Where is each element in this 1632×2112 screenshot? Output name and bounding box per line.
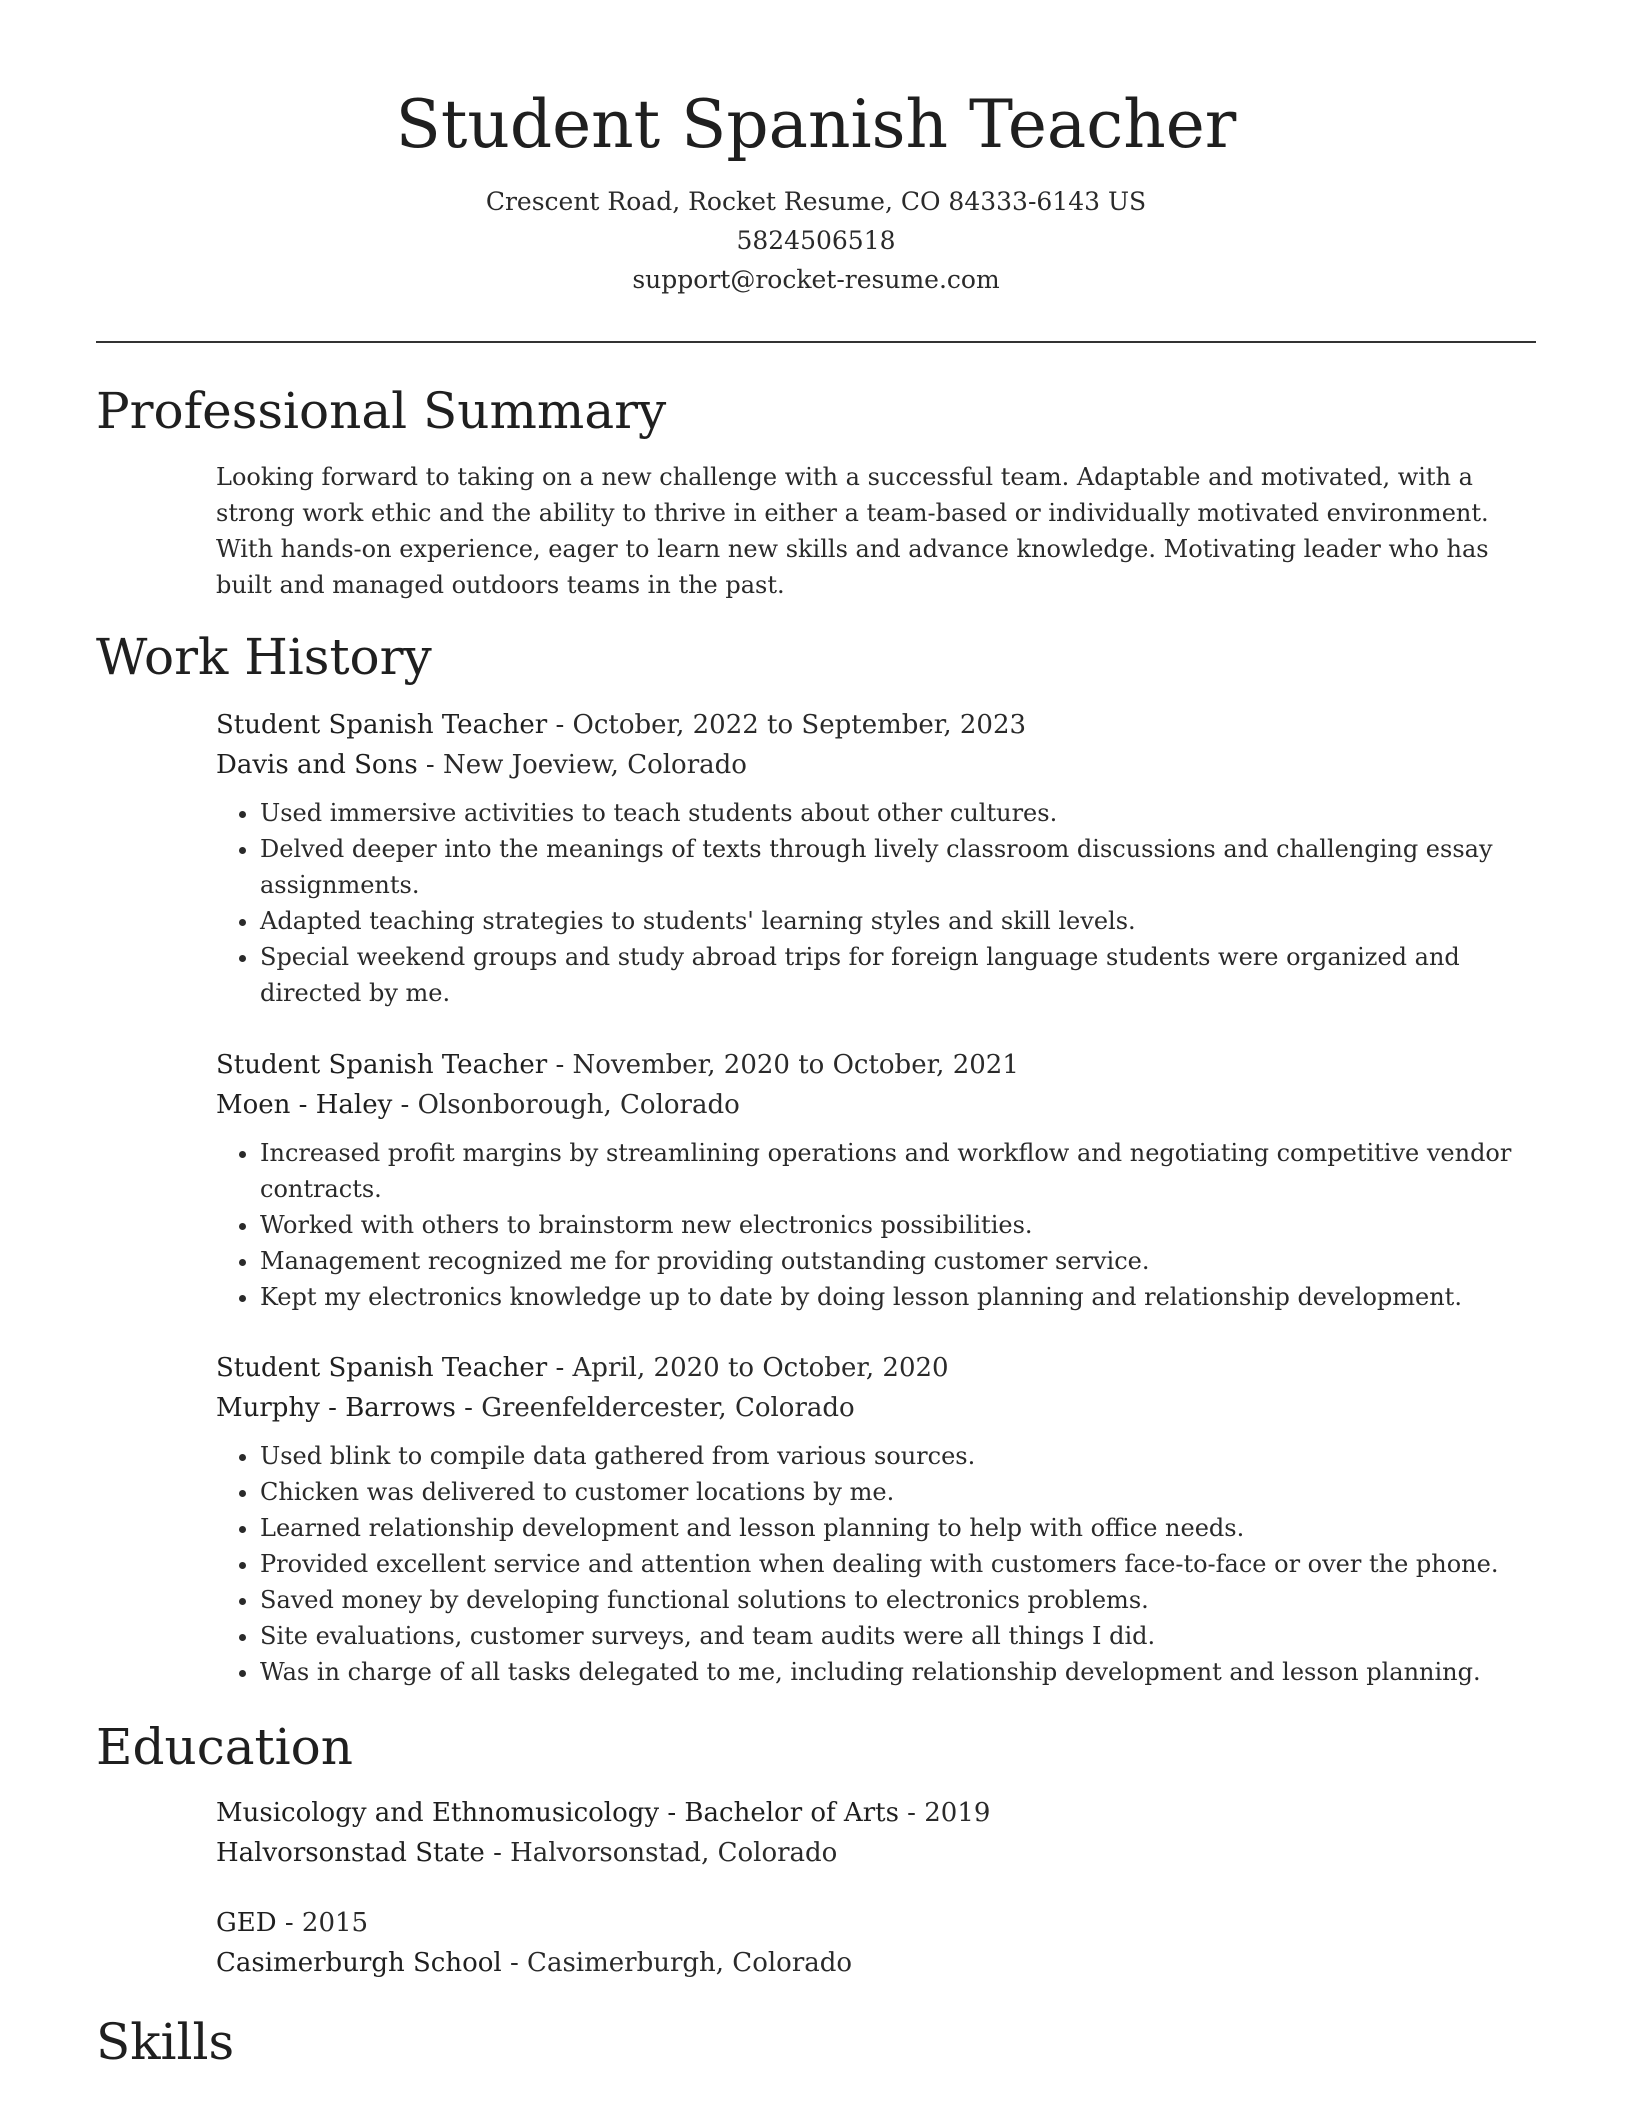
employer-line [216, 1388, 1536, 1428]
job-role: Student Spanish Teacher [216, 1050, 548, 1080]
education-entry [216, 1903, 1536, 1983]
school-location: - Casimerburgh, Colorado [501, 1948, 853, 1978]
job-bullet: • Increased profit margins by streamlining operations and workflow and negotiating competitive vendor contracts. [260, 1135, 1536, 1207]
address-text: Crescent Road, Rocket Resume, CO 84333-6143 US [485, 187, 1147, 216]
summary-heading: Professional Summary [96, 382, 667, 440]
job-bullet: • Used blink to compile data gathered from various sources. [260, 1438, 1536, 1474]
school-name: Casimerburgh School [216, 1948, 502, 1978]
employer-location: - Greenfeldercester, Colorado [455, 1393, 855, 1423]
employer-location: - New Joeview, Colorado [417, 750, 747, 780]
school-location: - Halvorsonstad, Colorado [484, 1838, 838, 1868]
education-entry [216, 1793, 1536, 1873]
work-history-heading: Work History [96, 628, 432, 686]
job-bullets [216, 795, 1536, 1011]
employer-line [216, 1085, 1536, 1125]
header-divider [96, 341, 1536, 343]
skills-heading: Skills [96, 2013, 235, 2071]
job-bullet: • Learned relationship development and lesson planning to help with office needs. [260, 1510, 1536, 1546]
education-heading: Education [96, 1718, 353, 1776]
job-role: Student Spanish Teacher [216, 710, 548, 740]
job-bullets [216, 1135, 1536, 1315]
email-text: support@rocket-resume.com [632, 265, 1000, 294]
degree-name: Musicology and Ethnomusicology - Bachelor of Arts [216, 1798, 899, 1828]
employer-name: Moen - Haley [216, 1090, 393, 1120]
job-bullet: • Worked with others to brainstorm new electronics possibilities. [260, 1207, 1536, 1243]
employer-name: Davis and Sons [216, 750, 418, 780]
job-title-line [216, 705, 1536, 745]
job-bullet: • Saved money by developing functional solutions to electronics problems. [260, 1582, 1536, 1618]
job-dates: - April, 2020 to October, 2020 [547, 1353, 949, 1383]
degree-year: - 2015 [276, 1908, 369, 1938]
job-dates: - October, 2022 to September, 2023 [547, 710, 1027, 740]
job-entry [216, 705, 1536, 1011]
school-line [216, 1943, 1536, 1983]
school-name: Halvorsonstad State [216, 1838, 485, 1868]
job-role: Student Spanish Teacher [216, 1353, 548, 1383]
job-bullet: • Used immersive activities to teach students about other cultures. [260, 795, 1536, 831]
candidate-name: Student Spanish Teacher [395, 86, 1237, 163]
degree-line [216, 1903, 1536, 1943]
job-bullet: • Special weekend groups and study abroad trips for foreign language students were organized and directed by me. [260, 939, 1536, 1011]
degree-year: - 2019 [898, 1798, 991, 1828]
job-bullet: • Adapted teaching strategies to students' learning styles and skill levels. [260, 903, 1536, 939]
job-title-line [216, 1348, 1536, 1388]
job-title-line [216, 1045, 1536, 1085]
phone-text: 5824506518 [736, 226, 896, 255]
job-bullet: • Chicken was delivered to customer locations by me. [260, 1474, 1536, 1510]
job-bullet: • Was in charge of all tasks delegated to me, including relationship development and lesson planning. [260, 1654, 1536, 1690]
job-bullet: • Provided excellent service and attention when dealing with customers face-to-face or over the phone. [260, 1546, 1536, 1582]
summary-text: Looking forward to taking on a new challenge with a successful team. Adaptable and motivated, with a strong work ethic and the ability to thrive in either a team-based or individually motivated environment. With hands-on experience, eager to learn new skills and advance knowledge. Motivating leader who has built and managed outdoors teams in the past. [216, 463, 1489, 599]
degree-line [216, 1793, 1536, 1833]
employer-location: - Olsonborough, Colorado [392, 1090, 740, 1120]
job-dates: - November, 2020 to October, 2021 [547, 1050, 1019, 1080]
contact-block [96, 182, 1536, 299]
job-bullet: • Management recognized me for providing outstanding customer service. [260, 1243, 1536, 1279]
job-bullet: • Delved deeper into the meanings of texts through lively classroom discussions and challenging essay assignments. [260, 831, 1536, 903]
job-entry [216, 1045, 1536, 1315]
resume-header [96, 82, 1536, 299]
job-bullets [216, 1438, 1536, 1690]
employer-line [216, 745, 1536, 785]
job-bullet: • Site evaluations, customer surveys, and team audits were all things I did. [260, 1618, 1536, 1654]
employer-name: Murphy - Barrows [216, 1393, 456, 1423]
job-entry [216, 1348, 1536, 1690]
job-bullet: • Kept my electronics knowledge up to date by doing lesson planning and relationship development. [260, 1279, 1536, 1315]
degree-name: GED [216, 1908, 277, 1938]
school-line [216, 1833, 1536, 1873]
